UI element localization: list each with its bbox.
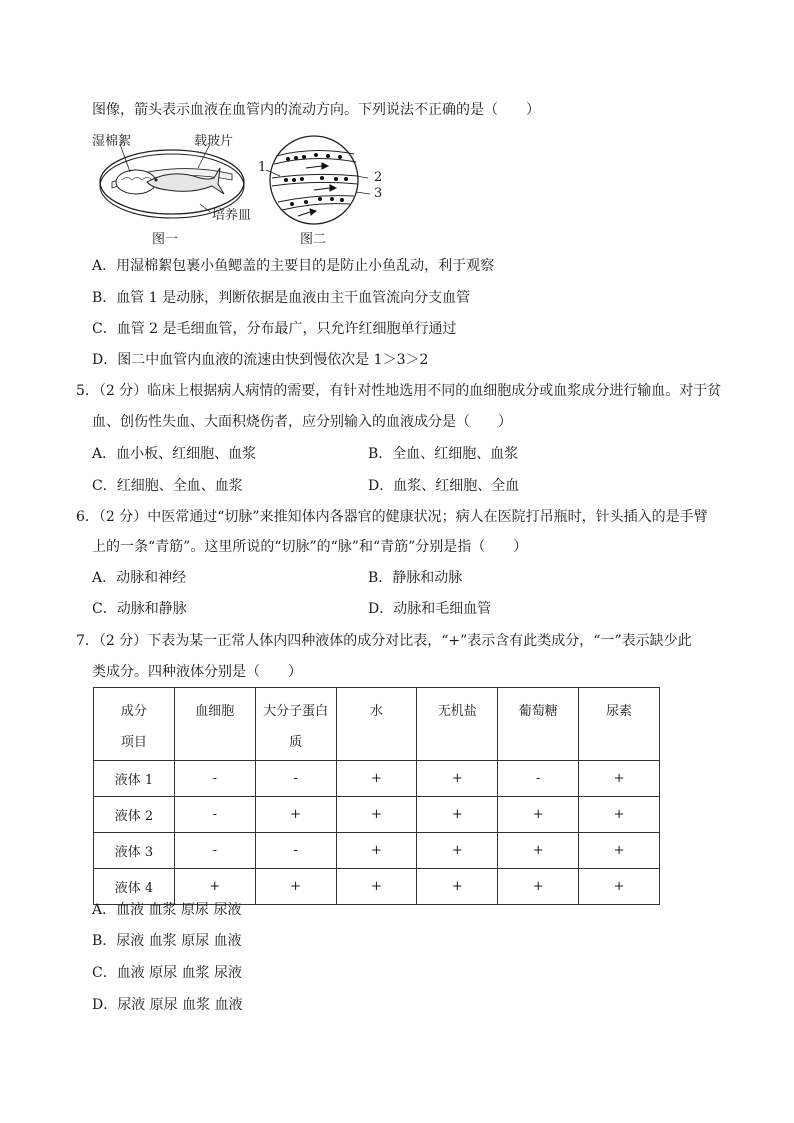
label-vessel-3: 3 xyxy=(374,186,383,201)
q4-option-b: B．血管 1 是动脉，判断依据是血液由主干血管流向分支血管 xyxy=(92,290,471,306)
q6-option-a: A．动脉和神经 xyxy=(92,570,187,586)
q4-stem-continuation: 图像，箭头表示血液在血管内的流动方向。下列说法不正确的是（ ） xyxy=(92,102,540,118)
table-cell: + xyxy=(417,761,498,797)
table-cell: - xyxy=(255,761,336,797)
header-urea: 尿素 xyxy=(579,688,660,761)
q7-option-c: C．血液 原尿 血浆 尿液 xyxy=(92,965,243,981)
corner-top-label: 成分 xyxy=(120,704,147,719)
q7-option-b: B．尿液 血浆 原尿 血液 xyxy=(92,933,242,949)
label-vessel-1: 1 xyxy=(258,160,267,175)
table-cell: + xyxy=(255,797,336,833)
table-cell: + xyxy=(579,761,660,797)
q5-stem-line-1: 5．（2 分）临床上根据病人病情的需要，有针对性地选用不同的血细胞成分或血浆成分进行输血。对于贫 xyxy=(76,383,722,399)
table-cell: + xyxy=(498,833,579,869)
table-cell: + xyxy=(174,869,255,905)
table-cell: + xyxy=(579,797,660,833)
label-slide: 载玻片 xyxy=(194,134,234,149)
q7-option-d: D．尿液 原尿 血浆 血液 xyxy=(92,997,243,1013)
q7-stem-line-1: 7．（2 分）下表为某一正常人体内四种液体的成分对比表，“+”表示含有此类成分，“一”表示缺少此 xyxy=(76,633,692,649)
label-vessel-2: 2 xyxy=(374,170,383,185)
table-cell: + xyxy=(417,869,498,905)
header-blood-cells: 血细胞 xyxy=(174,688,255,761)
q5-option-d: D．血浆、红细胞、全血 xyxy=(368,478,520,494)
q4-option-d: D．图二中血管内血液的流速由快到慢依次是 1＞3＞2 xyxy=(92,352,429,368)
table-cell: + xyxy=(579,833,660,869)
liquid-composition-table xyxy=(93,687,660,905)
q6-stem-line-2: 上的一条“青筋”。这里所说的“切脉”的“脉”和“青筋”分别是指（ ） xyxy=(92,539,528,555)
table-cell: - xyxy=(255,833,336,869)
q6-option-d: D．动脉和毛细血管 xyxy=(368,601,492,617)
q5-stem-line-2: 血、创伤性失血、大面积烧伤者，应分别输入的血液成分是（ ） xyxy=(92,414,512,430)
label-petri-dish: 培养皿 xyxy=(212,208,252,223)
table-cell: + xyxy=(417,797,498,833)
figure-2-caption: 图二 xyxy=(300,232,327,247)
header-inorganic-salt: 无机盐 xyxy=(417,688,498,761)
table-cell: + xyxy=(336,761,417,797)
table-cell: - xyxy=(174,833,255,869)
row-label: 液体 1 xyxy=(94,761,175,797)
q4-option-c: C．血管 2 是毛细血管，分布最广，只允许红细胞单行通过 xyxy=(92,321,457,337)
figure-2 xyxy=(258,132,398,252)
label-wet-cotton: 湿棉絮 xyxy=(92,134,132,149)
table-cell: - xyxy=(498,761,579,797)
table-header-row xyxy=(94,688,660,761)
table-corner-cell xyxy=(94,688,175,761)
table-cell: + xyxy=(498,869,579,905)
q5-option-a: A．血小板、红细胞、血浆 xyxy=(92,446,257,462)
table-cell: - xyxy=(174,797,255,833)
corner-bottom-label: 项目 xyxy=(120,735,147,750)
q5-option-c: C．红细胞、全血、血浆 xyxy=(92,478,243,494)
header-protein-line-1: 大分子蛋白 xyxy=(263,704,329,719)
table-row xyxy=(94,797,660,833)
table-row xyxy=(94,833,660,869)
q5-option-b: B．全血、红细胞、血浆 xyxy=(368,446,519,462)
table-cell: + xyxy=(336,833,417,869)
table-cell: + xyxy=(498,797,579,833)
row-label: 液体 2 xyxy=(94,797,175,833)
q4-option-a: A．用湿棉絮包裹小鱼鳃盖的主要目的是防止小鱼乱动，利于观察 xyxy=(92,258,495,274)
header-macro-protein xyxy=(255,688,336,761)
q7-stem-line-2: 类成分。四种液体分别是（ ） xyxy=(92,664,302,680)
table-cell: - xyxy=(174,761,255,797)
table-cell: + xyxy=(255,869,336,905)
table-cell: + xyxy=(417,833,498,869)
q7-option-a: A．血液 血浆 原尿 尿液 xyxy=(92,902,242,918)
table-cell: + xyxy=(336,869,417,905)
header-glucose: 葡萄糖 xyxy=(498,688,579,761)
header-water: 水 xyxy=(336,688,417,761)
table-row xyxy=(94,761,660,797)
row-label: 液体 4 xyxy=(94,869,175,905)
header-protein-line-2: 质 xyxy=(289,735,303,750)
table-cell: + xyxy=(579,869,660,905)
q6-option-b: B．静脉和动脉 xyxy=(368,570,463,586)
figure-1 xyxy=(92,130,262,250)
figure-1-caption: 图一 xyxy=(152,232,179,247)
q6-option-c: C．动脉和静脉 xyxy=(92,601,187,617)
table-cell: + xyxy=(336,797,417,833)
q6-stem-line-1: 6．（2 分）中医常通过“切脉”来推知体内各器官的健康状况；病人在医院打吊瓶时，针头插入的是手臂 xyxy=(76,509,708,525)
row-label: 液体 3 xyxy=(94,833,175,869)
